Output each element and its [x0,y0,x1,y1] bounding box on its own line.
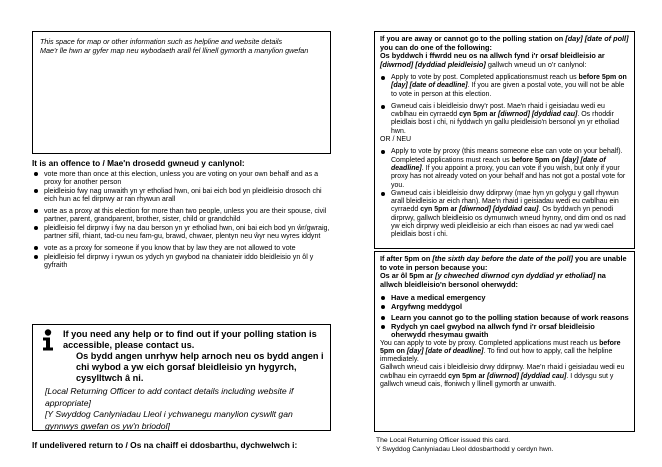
away-heading-en: If you are away or cannot go to the polling station on [day] [date of poll] you can do one of the following: [380,34,629,52]
reason-work-cy: Rydych yn cael gwybod na allwch fynd i'r orsaf bleidleisio oherwydd rhesymau gwaith [380,323,629,340]
issued-by-en: The Local Returning Officer issued this card. [376,437,510,444]
offence-item-en: vote more than once at this election, unless you are voting on your own behalf and as a proxy for another person [32,170,332,187]
postal-vote-list [380,74,629,136]
postal-vote-cy: Gwneud cais i bleidleisio drwy'r post. Mae'n rhaid i geisiadau wedi eu cwblhau ein cyrraedd cyn 5pm ar [diwrnod] [dyddiad cau]. Os rhoddir pleidlais bost i chi, ni fyddwch yn gallu pleidleisio'n bersonol yn yr etholiad hwn. [380,103,629,136]
emergency-reasons-list [380,294,629,340]
away-options-box [374,31,635,249]
help-text-cy: Os bydd angen unrhyw help arnoch neu os bydd angen i chi wybod a yw eich gorsaf bleidleisio yn hygyrch, cysylltwch â ni. [76,351,324,383]
emergency-heading-en: If after 5pm on [the sixth day before the date of the poll] you are unable to vote in person because you: [380,254,627,272]
proxy-vote-en: Apply to vote by proxy (this means someone else can vote on your behalf). Completed applications must reach us before 5pm on [day] [date of deadline]. If you appoint a proxy, you can vote if you wish, but only if your proxy has not already voted on your behalf and has not got a postal vote for you. [380,148,629,189]
proxy-vote-cy: Gwneud cais i bleidleisio drwy ddirprwy (mae hyn yn golygu y gall rhywun arall bleidleisio ar eich rhan). Mae'n rhaid i geisiadau wedi eu cwblhau ein cyrraedd cyn 5pm ar [diwrnod] [dyddiad cau]. Os byddwch yn penodi dirprwy, gallwch bleidleisio os dymunwch wneud hynny, ond dim ond os nad yw eich dirprwy wedi pleidleisio ar eich rhan eisoes ac nad yw wedi cael pleidlais bost i chi. [380,190,629,240]
offence-item-cy: pleidleisio fwy nag unwaith yn yr etholiad hwn, oni bai eich bod yn pleidleisio drosoch chi eich hun ac fel dirprwy ar ran rhywun arall [32,187,332,204]
or-separator: OR / NEU [380,136,412,144]
emergency-body-cy: Gallwch wneud cais i bleidleisio drwy ddirprwy. Mae'n rhaid i geisiadau wedi eu cwblhau ein cyrraedd cyn 5pm ar [diwrnod] [dyddiad cau]. I ddysgu sut y gallwch wneud cais, ffoniwch y llinell gymorth ar unwaith. [380,364,625,388]
map-info-box [32,31,331,154]
emergency-proxy-box [374,251,635,432]
emergency-body-en: You can apply to vote by proxy. Completed applications must reach us before 5pm on [day] [date of deadline]. To find out how to apply, call the helpline immediately. [380,339,621,364]
reason-work-en: Learn you cannot go to the polling station because of work reasons [380,314,629,323]
postal-vote-en: Apply to vote by post. Completed applicationsmust reach us before 5pm on [day] [date of deadline]. If you are given a postal vote, you will not be able to vote in person at this election. [380,74,629,99]
away-heading-cy: Os byddwch i ffwrdd neu os na allwch fynd i'r orsaf bleidleisio ar [diwrnod] [dyddiad pleidleisio] gallwch wneud un o'r canlynol: [380,51,605,69]
reason-medical-cy: Argyfwng meddygol [380,303,629,312]
proxy-vote-list [380,148,629,239]
map-info-text-cy: Mae'r lle hwn ar gyfer map neu wybodaeth arall fel llinell gymorth a manylion gwefan [40,46,309,55]
contact-placeholder-cy: [Y Swyddog Canlyniadau Lleol i ychwanegu manylion cyswllt gan gynnwys gwefan os yw'n briodol] [45,409,293,431]
offence-item-cy: pleidleisio fel dirprwy i rywun os ydych yn gwybod na chaniateir iddo bleidleisio yn ôl y gyfraith [32,253,332,270]
offence-heading: It is an offence to / Mae'n drosedd gwneud y canlynol: [32,158,245,168]
help-box [32,324,331,431]
offence-item-en: vote as a proxy at this election for more than two people, unless you are their spouse, civil partner, parent, grandparent, brother, sister, child or grandchild [32,207,332,224]
issued-by-note [376,437,553,454]
emergency-heading-cy: Os ar ôl 5pm ar [y chweched diwrnod cyn dyddiad yr etholiad] na allwch bleidleisio'n bersonol oherwydd: [380,271,606,289]
undelivered-return-label: If undelivered return to / Os na chaiff ei ddosbarthu, dychwelwch i: [32,440,298,450]
reason-medical-en: Have a medical emergency [380,294,629,303]
info-icon [40,329,56,351]
contact-placeholder-en: [Local Returning Officer to add contact details including website if appropriate] [45,386,294,408]
issued-by-cy: Y Swyddog Canlyniadau Lleol ddosbarthodd y cerdyn hwn. [376,445,554,453]
map-info-text-en: This space for map or other information such as helpline and website details [40,37,283,46]
offence-item-en: vote as a proxy for someone if you know that by law they are not allowed to vote [32,244,332,252]
offence-list [32,170,332,269]
help-text-en: If you need any help or to find out if your polling station is accessible, please contact us. [63,329,317,350]
offence-item-cy: pleidleisio fel dirprwy i fwy na dau berson yn yr etholiad hwn, oni bai eich bod yn ŵr/gwraig, partner sifil, rhiant, tad-cu neu fam-gu, brawd, chwaer, plentyn neu ŵyr neu wyres iddynt [32,224,332,241]
